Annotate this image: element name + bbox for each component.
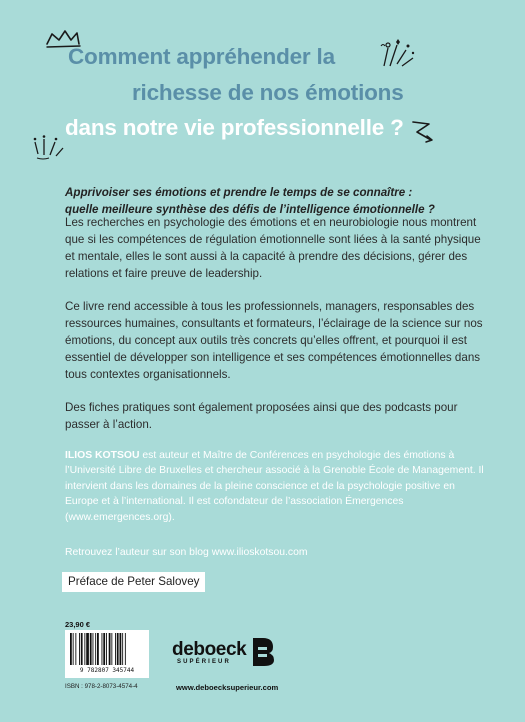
barcode-bar: [75, 633, 76, 665]
isbn-text: ISBN : 978-2-8073-4574-4: [65, 683, 138, 690]
zigzag-doodle-icon: [407, 118, 437, 148]
barcode-bar: [73, 633, 74, 665]
barcode-bar: [97, 633, 99, 665]
barcode-bar: [86, 633, 89, 665]
lead-line-2: quelle meilleure synthèse des défis de l’intelligence émotionnelle ?: [65, 203, 435, 216]
barcode-bar: [103, 633, 105, 665]
barcode-bar: [122, 633, 123, 665]
publisher-b-mark-icon: [252, 637, 274, 667]
lead-text: [65, 184, 485, 218]
barcode-bars-icon: [69, 633, 145, 667]
sparkle-doodle-icon: [378, 36, 418, 70]
barcode-bar: [111, 633, 112, 665]
publisher-tagline: SUPÉRIEUR: [177, 659, 231, 665]
author-bio: [65, 448, 485, 525]
firework-doodle-icon: [32, 134, 66, 160]
barcode-bar: [81, 633, 83, 665]
publisher-website: www.deboecksuperieur.com: [176, 683, 279, 692]
barcode-bar: [102, 633, 103, 665]
barcode-bar: [125, 633, 126, 665]
barcode-bar: [106, 633, 107, 665]
publisher-name: deboeck: [172, 639, 247, 660]
headline-line-3: dans notre vie professionnelle ?: [65, 115, 404, 140]
author-blog-text: Retrouvez l’auteur sur son blog www.ilioskotsou.com: [65, 547, 308, 558]
author-bio-text: est auteur et Maître de Conférences en psychologie des émotions à l’Université Libre de Bruxelles et chercheur associé à la Grenoble École de Management. Il intervient dans les domaines de la pleine conscience et de la psychologie positive en Europe et à l’international. Il est cofondateur de l’association Émergences (www.emergences.org).: [65, 450, 484, 523]
ean-number: 9 782807 345744: [79, 667, 135, 674]
barcode-bar: [115, 633, 116, 665]
price: 23,90 €: [65, 620, 91, 629]
author-name: ILIOS KOTSOU: [65, 450, 140, 461]
barcode-bar: [90, 633, 92, 665]
headline-line-1: Comment appréhender la: [68, 44, 335, 69]
lead-line-1: Apprivoiser ses émotions et prendre le temps de se connaître :: [65, 186, 413, 199]
barcode-bar: [120, 633, 122, 665]
barcode-bar: [95, 633, 96, 665]
barcode-bar: [93, 633, 94, 665]
barcode-bar: [84, 633, 85, 665]
paragraph-audience: Ce livre rend accessible à tous les professionnels, managers, responsables des ressources humaines, consultants et formateurs, l’éclairage de la science sur nos émotions, du concept aux outils très concrets qu’elles offrent, et pourquoi il est essentiel de développer son intelligence et ses compétences émotionnelles dans tous contextes organisationnels.: [65, 300, 483, 381]
headline-line-2: richesse de nos émotions: [132, 80, 404, 105]
barcode-bar: [117, 633, 119, 665]
barcode-bar: [109, 633, 111, 665]
barcode-bar: [70, 633, 72, 665]
barcode: [65, 630, 149, 678]
preface-label: Préface de Peter Salovey: [62, 572, 205, 592]
paragraph-tools: Des fiches pratiques sont également proposées ainsi que des podcasts pour passer à l’action.: [65, 401, 458, 431]
publisher-logo: [172, 637, 282, 667]
paragraph-research: Les recherches en psychologie des émotions et en neurobiologie nous montrent que si les compétences de régulation émotionnelle sont liées à la santé physique et mentale, elles le sont aussi à la capacité à prendre des décisions, gérer des relations et faire preuve de leadership.: [65, 216, 481, 280]
barcode-bar: [79, 633, 80, 665]
